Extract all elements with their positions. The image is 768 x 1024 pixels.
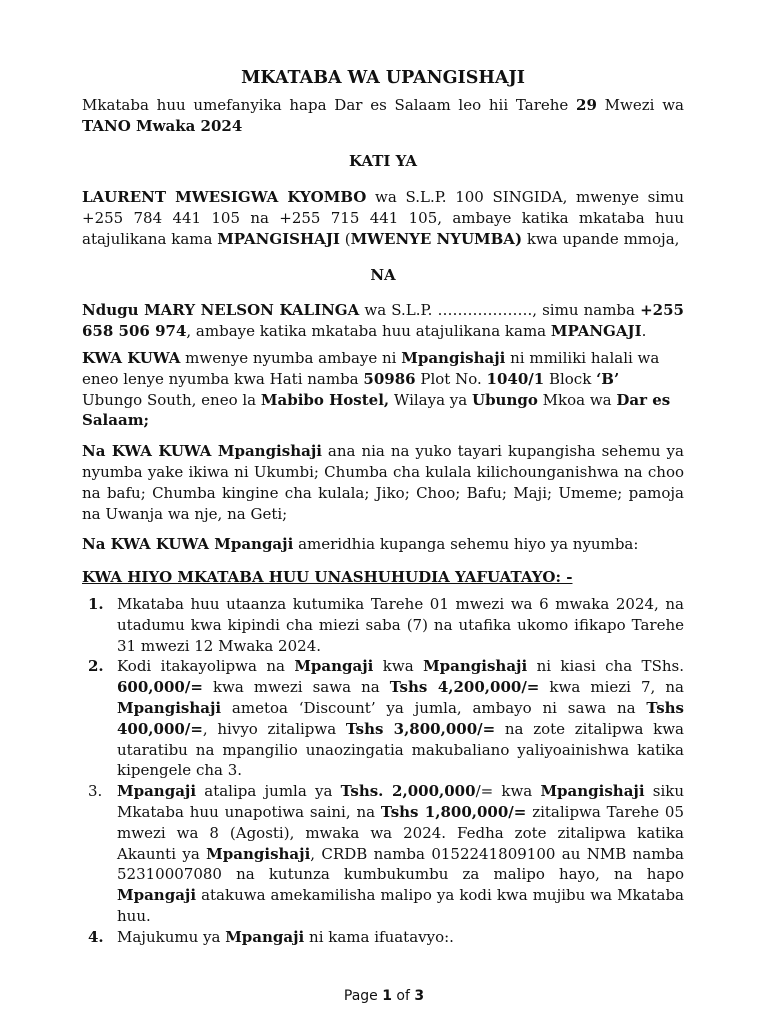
whereas-1-area: Mabibo Hostel, bbox=[260, 390, 390, 409]
whereas-1-plot-number: 1040/1 bbox=[486, 369, 545, 388]
footer-page-total: 3 bbox=[414, 988, 425, 1004]
clause-3-text: atakuwa amekamilisha malipo ya kodi kwa mujibu wa Mkataba huu. bbox=[117, 886, 684, 925]
landlord-text-2: ( bbox=[339, 229, 351, 248]
landlord-role-2: MWENYE NYUMBA) bbox=[350, 229, 523, 248]
whereas-1-title-number: 50986 bbox=[363, 369, 416, 388]
clause-2-text: Kodi itakayolipwa na bbox=[117, 657, 295, 676]
landlord-name: LAURENT MWESIGWA KYOMBO bbox=[82, 188, 367, 207]
clause-3-bold: Mpangaji bbox=[117, 886, 197, 905]
intro-text-2: Mwezi wa bbox=[596, 95, 685, 114]
landlord-role: MPANGISHAJI bbox=[217, 229, 340, 248]
clause-3-bold: Mpangaji bbox=[117, 782, 197, 801]
whereas-1-text-7: Mkoa wa bbox=[537, 390, 617, 409]
clause-3-text: /= kwa bbox=[475, 782, 541, 801]
whereas-3-lead: Na KWA KUWA Mpangaji bbox=[82, 535, 294, 554]
clause-2-text: kwa miezi 7, na bbox=[539, 678, 684, 697]
clause-3-text: zitalipwa Tarehe 05 mwezi wa 8 (Agosti), mwaka wa 2024. Fedha zote zitalipwa katika Akaunti ya bbox=[117, 802, 684, 863]
clause-2-bold: Mpangishaji bbox=[117, 698, 222, 717]
document-title: MKATABA WA UPANGISHAJI bbox=[241, 68, 525, 88]
page-footer bbox=[0, 988, 768, 1004]
landlord-text-3: kwa upande mmoja, bbox=[522, 229, 680, 248]
footer-page-number: 1 bbox=[382, 988, 392, 1004]
whereas-1-text-3: Plot No. bbox=[415, 369, 487, 388]
tenant-phone: +255 658 506 974 bbox=[82, 301, 684, 341]
tenant-role: MPANGAJI bbox=[550, 322, 642, 341]
whereas-1-lead: KWA KUWA bbox=[82, 348, 181, 367]
clause-4-text: Majukumu ya bbox=[117, 927, 226, 946]
clause-4-bold: Mpangaji bbox=[225, 927, 305, 946]
clause-1-text: Mkataba huu utaanza kutumika Tarehe 01 mwezi wa 6 mwaka 2024, na utadumu kwa kipindi cha miezi saba (7) na utafika ukomo ifikapo Tarehe 31 mwezi 12 Mwaka 2024. bbox=[117, 594, 684, 655]
clause-number: 4. bbox=[88, 927, 104, 946]
whereas-paragraph-1 bbox=[82, 348, 684, 431]
clause-2 bbox=[82, 656, 684, 781]
whereas-1-text-2: ni mmiliki halali wa eneo lenye nyumba kwa Hati namba bbox=[82, 348, 660, 388]
clause-3-second-payment: Tshs 1,800,000/= bbox=[380, 802, 527, 821]
clause-3-first-payment: Tshs. 2,000,000 bbox=[340, 782, 476, 801]
whereas-1-district: Ubungo bbox=[471, 390, 538, 409]
clause-4 bbox=[82, 927, 684, 948]
clause-2-text: kwa mwezi sawa na bbox=[202, 678, 390, 697]
clause-2-text: na zote zitalipwa kwa utaratibu na mpangilio unaozingatia makubaliano yaliyoainishwa katika kipengele cha 3. bbox=[117, 719, 684, 780]
clause-3-bold: Mpangishaji bbox=[540, 782, 645, 801]
clause-2-bold: Mpangaji bbox=[294, 657, 374, 676]
intro-paragraph bbox=[82, 95, 684, 137]
landlord-text: wa S.L.P. 100 SINGIDA, mwenye simu +255 784 441 105 na +255 715 441 105, ambaye katika mkataba huu atajulikana kama bbox=[82, 188, 684, 248]
clause-3-text: atalipa jumla ya bbox=[196, 782, 341, 801]
clause-2-text: ametoa ‘Discount’ ya jumla, ambayo ni sawa na bbox=[221, 698, 647, 717]
clause-2-monthly-rent: 600,000/= bbox=[117, 678, 203, 697]
clause-2-total-rent: Tshs 4,200,000/= bbox=[389, 678, 540, 697]
between-heading: KATI YA bbox=[348, 152, 418, 171]
and-heading: NA bbox=[370, 265, 396, 284]
clause-number: 1. bbox=[88, 594, 104, 613]
clause-4-text: ni kama ifuatavyo:. bbox=[304, 927, 454, 946]
whereas-1-region: Dar es Salaam; bbox=[82, 390, 671, 430]
landlord-paragraph bbox=[82, 187, 684, 249]
whereas-paragraph-2 bbox=[82, 441, 684, 524]
clause-2-text: kwa bbox=[373, 657, 424, 676]
clause-3-text: siku Mkataba huu unapotiwa saini, na bbox=[117, 782, 685, 821]
tenant-text-3: . bbox=[641, 322, 647, 341]
tenant-text: wa S.L.P. ………………., simu namba bbox=[359, 301, 641, 320]
intro-day: 29 bbox=[576, 95, 597, 114]
tenant-name: Ndugu MARY NELSON KALINGA bbox=[82, 301, 360, 320]
whereas-1-text-6: Wilaya ya bbox=[389, 390, 472, 409]
clause-3-text: , CRDB namba 0152241809100 au NMB namba 52310007080 na kutunza kumbukumbu za malipo hayo, na hapo bbox=[117, 844, 684, 884]
whereas-paragraph-3 bbox=[82, 534, 684, 555]
witness-heading: KWA HIYO MKATABA HUU UNASHUHUDIA YAFUATAYO: - bbox=[82, 568, 573, 587]
intro-text: Mkataba huu umefanyika hapa Dar es Salaam leo hii Tarehe bbox=[82, 95, 577, 114]
whereas-1-text: mwenye nyumba ambaye ni bbox=[180, 348, 402, 367]
clause-2-text: ni kiasi cha TShs. bbox=[527, 657, 684, 676]
footer-of-label: of bbox=[391, 988, 415, 1004]
clause-2-discount: Tshs 400,000/= bbox=[117, 698, 684, 738]
whereas-1-text-4: Block bbox=[544, 369, 597, 388]
clause-2-net-total: Tshs 3,800,000/= bbox=[345, 719, 496, 738]
clause-2-text: , hivyo zitalipwa bbox=[202, 719, 346, 738]
intro-month-year: TANO Mwaka 2024 bbox=[82, 116, 243, 135]
document-page bbox=[82, 68, 684, 947]
clause-3 bbox=[82, 781, 684, 927]
clause-3-bold: Mpangishaji bbox=[206, 844, 311, 863]
footer-page-label: Page bbox=[343, 988, 383, 1004]
clause-number: 3. bbox=[88, 782, 103, 801]
clause-2-bold: Mpangishaji bbox=[423, 657, 528, 676]
whereas-2-text: ana nia na yuko tayari kupangisha sehemu ya nyumba yake ikiwa ni Ukumbi; Chumba cha kulala kilichounganishwa na choo na bafu; Chumba kingine cha kulala; Jiko; Choo; Bafu; Maji; Umeme; pamoja na Uwanja wa nje, na Geti; bbox=[82, 442, 684, 523]
whereas-2-lead: Na KWA KUWA Mpangishaji bbox=[82, 442, 322, 461]
tenant-paragraph bbox=[82, 300, 684, 342]
whereas-1-block: ‘B’ bbox=[596, 369, 620, 388]
whereas-1-text-5: Ubungo South, eneo la bbox=[82, 390, 261, 409]
whereas-1-bold-1: Mpangishaji bbox=[401, 348, 506, 367]
clauses-list bbox=[82, 594, 684, 948]
whereas-3-text: ameridhia kupanga sehemu hiyo ya nyumba: bbox=[293, 535, 639, 554]
tenant-text-2: , ambaye katika mkataba huu atajulikana kama bbox=[186, 322, 551, 341]
clause-1 bbox=[82, 594, 684, 656]
clause-number: 2. bbox=[88, 657, 104, 676]
